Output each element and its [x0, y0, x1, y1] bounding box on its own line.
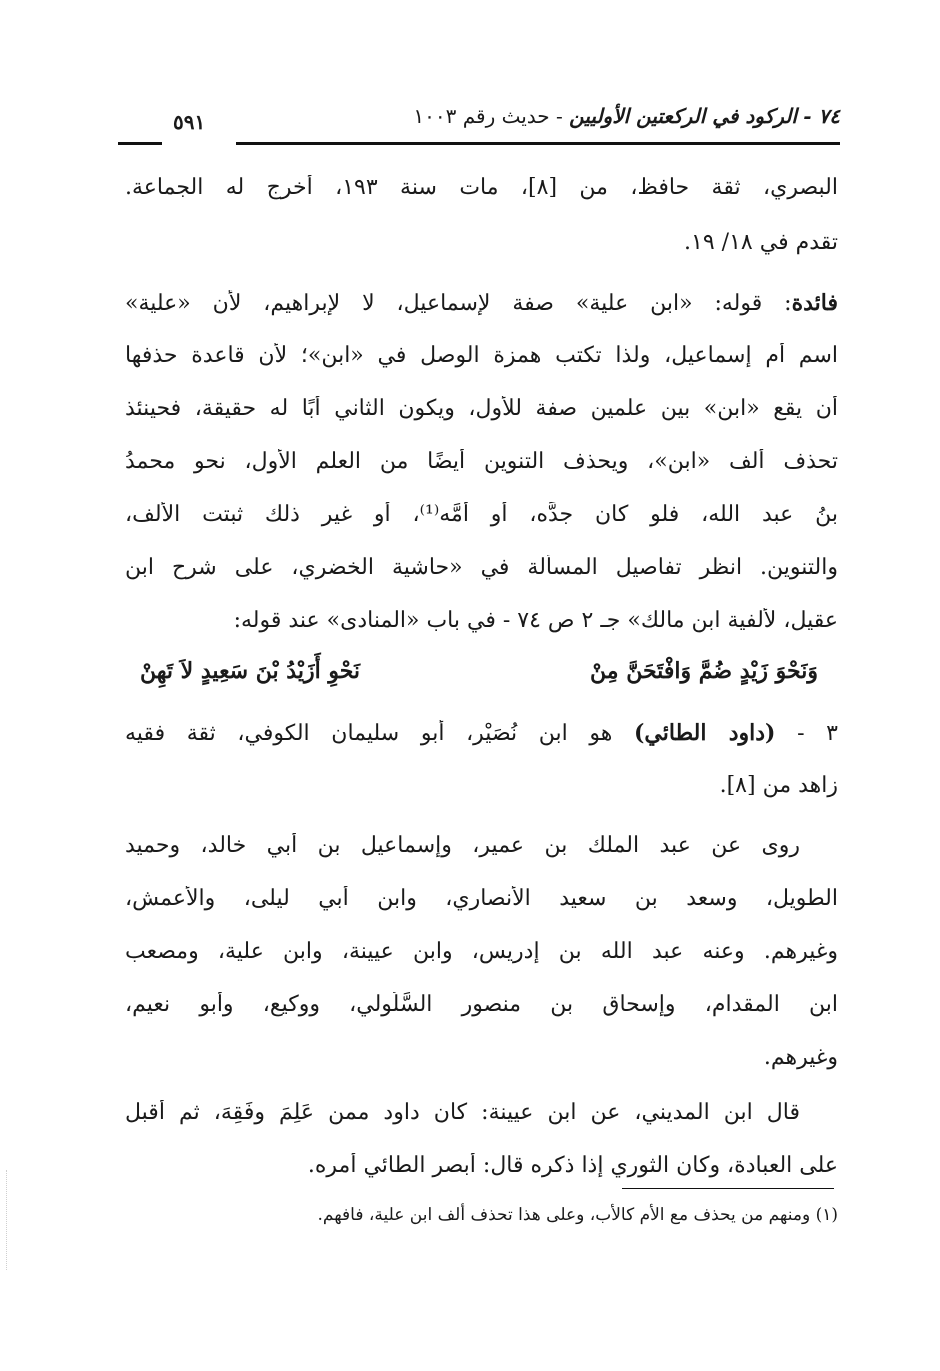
qala-line: قال ابن المديني، عن ابن عيينة: كان داود ممن عَلِمَ وفَقِهَ، ثم أقبل: [125, 1100, 800, 1125]
body-line: والتنوين. انظر تفاصيل المسألة في «حاشية الخضري، على شرح ابن: [125, 555, 838, 580]
faida-label: فائدة: [791, 290, 838, 316]
poem-left-hemistich: نَحْوِ أَزَيْدُ بْنَ سَعِيدٍ لاَ تَهِنْ: [140, 658, 361, 684]
body-line: البصري، ثقة حافظ، من [٨]، مات سنة ١٩٣، أخرج له الجماعة.: [125, 175, 838, 200]
page-number: ٥٩١: [173, 110, 206, 134]
poem-right-hemistich: وَنَحْوَ زَيْدٍ ضُمَّ وَافْتَحَنَّ مِنْ: [590, 658, 818, 684]
qala-line: على العبادة، وكان الثوري إذا ذكره قال: أبصر الطائي أمره.: [307, 1153, 838, 1178]
body-line: تقدم في ١٨/ ١٩.: [684, 230, 838, 255]
body-line: عقيل، لألفية ابن مالك» جـ ٢ ص ٧٤ - في باب «المنادى» عند قوله:: [233, 608, 838, 633]
hadith-reference: - حديث رقم ١٠٠٣: [413, 104, 563, 128]
narrator-line-2: زاهد من [٨].: [719, 773, 838, 798]
footnote: (١) ومنهم من يحذف مع الأم كالأب، وعلى هذا تحذف ألف ابن علية، فافهم.: [317, 1205, 838, 1225]
narrator-description: هو ابن نُصَيْر، أبو سليمان الكوفي، ثقة فقيه: [125, 721, 613, 746]
header-rule: [236, 142, 840, 145]
poem-verse: [140, 658, 818, 694]
riwaya-line: الطويل، وسعد بن سعيد الأنصاري، وابن أبي ليلى، والأعمش،: [125, 886, 838, 911]
riwaya-line: وغيرهم.: [763, 1045, 838, 1070]
riwaya-line: ابن المقدام، وإسحاق بن منصور السَّلُولي، ووكيع، وأبو نعيم،: [125, 992, 838, 1017]
faida-line: [125, 290, 838, 317]
narrator-line: [125, 720, 838, 747]
faida-text: : قوله: «ابن علية» صفة لإسماعيل، لا لإبراهيم، لأن «علية»: [125, 291, 792, 316]
chapter-number: ٧٤ -: [803, 104, 840, 128]
page-number-underline: [118, 142, 162, 145]
body-line: بنُ عبد الله، فلو كان جدَّه، أو أمَّه⁽¹⁾، أو غير ذلك ثبتت الألف،: [125, 502, 838, 527]
chapter-title: الركود في الركعتين الأوليين: [569, 104, 797, 128]
body-line: تحذف ألف «ابن»، ويحذف التنوين أيضًا من العلم الأول، نحو محمدُ: [125, 449, 838, 474]
running-header: [118, 98, 840, 138]
narrator-name: (داود الطائي): [634, 720, 776, 746]
narrator-number: ٣ -: [797, 721, 838, 746]
footnote-separator: [622, 1188, 834, 1189]
scan-margin-artifact: [6, 1170, 9, 1270]
header-title: [413, 104, 840, 128]
body-line: أن يقع «ابن» بين علمين صفة للأول، ويكون الثاني أبًا له حقيقة، فحينئذ: [125, 396, 838, 421]
body-line: اسم أم إسماعيل، ولذا تكتب همزة الوصل في «ابن»؛ لأن قاعدة حذفها: [125, 343, 838, 368]
riwaya-line: روى عن عبد الملك بن عمير، وإسماعيل بن أبي خالد، وحميد: [125, 833, 800, 858]
riwaya-line: وغيرهم. وعنه عبد الله بن إدريس، وابن عيينة، وابن علية، ومصعب: [125, 939, 838, 964]
